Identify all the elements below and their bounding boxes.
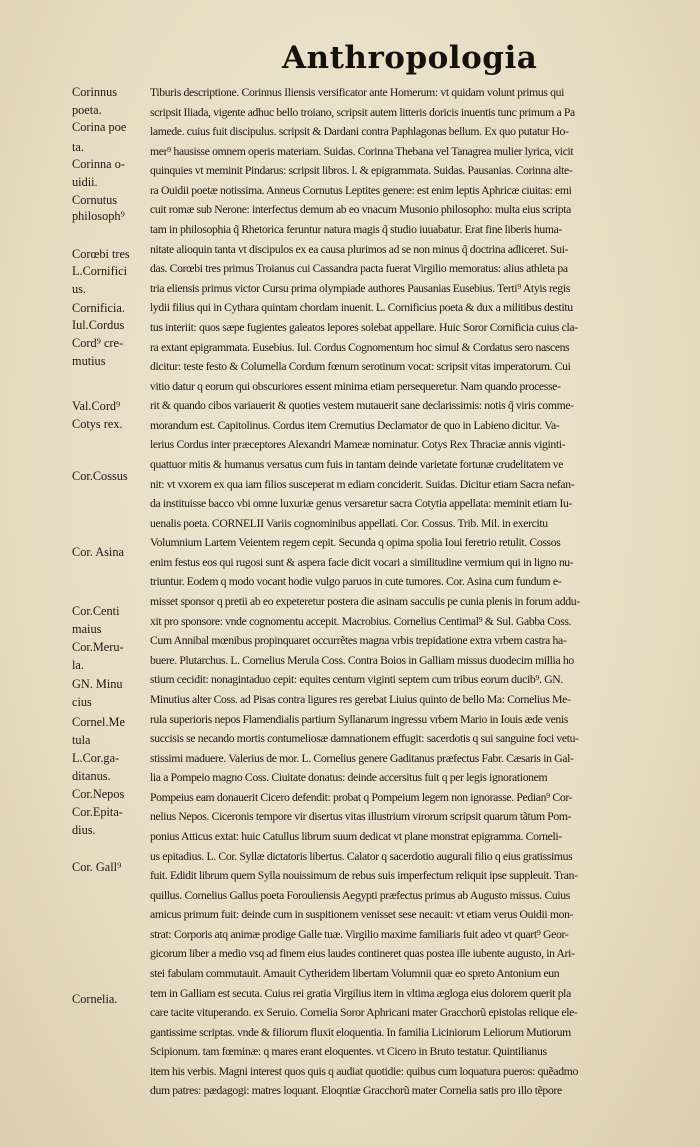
text-line: morandum est. Capitolinus. Cordus item Cremutius Declamator de quo in Labieno dicitur. Va- — [150, 418, 560, 432]
margin-note: maius — [72, 622, 102, 636]
margin-note: Val.Cord⁹ — [72, 399, 121, 413]
text-line: enim festus eos qui rugosi sunt & aspera facie dicit vocari a similitudine vermium qui in ligno nu- — [150, 555, 574, 569]
text-line: tam in philosophia q̃ Rhetorica feruntur natura magis q̃ studio iuuabatur. Erat fine liberis huma- — [150, 223, 563, 237]
text-line: succisis se necando mortis contumeliosæ damnationem effugit: sacerdotis q sui sanguine foci vetu- — [150, 732, 579, 746]
margin-note: ta. — [72, 140, 84, 154]
text-line: quinquies vt meminit Pindarus: scripsit libros. l. & epigrammata. Suidas. Pausanias. Corinna alte- — [150, 164, 573, 178]
margin-note: mutius — [72, 354, 106, 368]
text-line: ra Ouidii poetæ notissima. Anneus Cornutus Leptites genere: est enim leptis Aphricæ ciuitas: emi — [150, 183, 572, 197]
margin-note: Cor. Gall⁹ — [72, 860, 122, 874]
margin-note: philosoph⁹ — [72, 209, 125, 223]
margin-note: us. — [72, 282, 87, 296]
text-line: lerius Cordus inter præceptores Alexandri Mameæ nominatur. Cotys Rex Thraciæ annis viginti- — [150, 438, 566, 452]
margin-note: L.Cor.ga- — [72, 751, 120, 765]
text-line: dum patres: pædagogi: matres loquant. Eloqntiæ Gracchorũ mater Cornelia satis pro illo tẽpore — [150, 1084, 562, 1098]
text-line: Volumnium Lartem Veientem regem cepit. Secunda q opima spolia Ioui feretrio retulit. Cossos — [150, 536, 561, 550]
margin-note: dius. — [72, 823, 96, 837]
margin-note: Cornelia. — [72, 992, 118, 1006]
text-line: Cum Annibal mœnibus propinquaret occurrẽtes magna vrbis trepidatione extra vrbem castra ha- — [150, 634, 567, 648]
text-line: Tiburis descriptione. Corinnus Iliensis versificator ante Homerum: vt quidam volunt primus qui — [150, 86, 564, 99]
margin-note: ditanus. — [72, 769, 111, 783]
text-line: tria eliensis primus victor Cursu prima olympiade authores Pausanias Eusebius. Terti⁹ Atyis regis — [150, 281, 570, 295]
text-line: buere. Plutarchus. L. Cornelius Merula Coss. Contra Boios in Galliam missus duodecim millia ho — [150, 653, 574, 667]
margin-note: Cotys rex. — [72, 417, 123, 431]
margin-note: Corina poe — [72, 120, 127, 134]
text-line: fuit. Edidit librum quem Sylla nouissimum de rebus suis imperfectum reliquit ipse suppleuit. Tran- — [150, 869, 578, 883]
text-line: mer⁹ hausisse omnem operis materiam. Suidas. Corinna Thebana vel Tanagrea mulier lyrica, vicit — [150, 144, 574, 158]
text-line: care tacite vituperando. ex Seruio. Cornelia Soror Aphricani mater Gracchorũ epistolas relique ele- — [150, 1006, 578, 1020]
text-line: stium cecidit: nonagintaduo cepit: equites centum viginti septem cum tribus eorum ducib⁹. GN. — [150, 673, 563, 687]
text-line: xit pro sponsore: vnde cognomentu accepit. Macrobius. Cornelius Centimal⁹ & Sul. Gabba Coss. — [150, 614, 572, 628]
text-line: nelius Nepos. Ciceronis tempore vir disertus vitas illustrium virorum scripsit quarum tãtum Pom- — [150, 810, 572, 824]
margin-note: Cor. Asina — [72, 545, 124, 559]
margin-note: Cor.Epita- — [72, 805, 123, 819]
margin-note: Cor.Meru- — [72, 640, 124, 654]
margin-note: Corinnus — [72, 85, 118, 99]
text-line: amicus primum fuit: deinde cum in suspitionem venisset sese necauit: vt etiam verus Ouidii mon- — [150, 908, 574, 922]
text-line: scripsit Iliada, vigente adhuc bello troiano, scripsit autem litteris doricis inuentis tunc primum a Pa — [150, 105, 575, 119]
text-line: dicitur: teste festo & Columella Cordum fœnum serotinum vocat: scripsit vitas imperatorum. Cui — [150, 360, 571, 374]
text-line: triuntur. Eodem q modo vocant hodie vulgo paruos in cute tumores. Cor. Asina cum fundum e- — [150, 575, 562, 589]
margin-note: Cornel.Me — [72, 715, 125, 729]
text-line: rit & quando cibos variauerit & quoties vestem mutauerit sane declarissimis: notis q̃ viris comme- — [150, 399, 574, 413]
margin-note: Cor.Nepos — [72, 787, 125, 801]
text-line: gantissime scriptas. vnde & filiorum fluxit eloquentia. In familia Liciniorum Leliorum Mutiorum — [150, 1025, 571, 1039]
text-line: das. Corœbi tres primus Troianus cui Cassandra pacta fuerat Virgilio memoratus: alius athleta pa — [150, 262, 568, 276]
text-line: ra extant epigrammata. Eusebius. Iul. Cordus Cognomentum hoc simul & Cordatus sero nascens — [150, 340, 570, 354]
text-line: gicorum liber a medio vsq ad finem eius laudes contineret quas postea ille iubente augusto, in Ari- — [150, 947, 575, 961]
text-line: quillus. Cornelius Gallus poeta Forouliensis Aegypti præfectus primus ab Augusto missus. Cuius — [150, 888, 570, 902]
text-line: da instituisse bacco vbi omne luxuriæ genus versaretur sacra Cotytia appellata: meminit etiam Iu- — [150, 497, 573, 511]
text-line: lamede. cuius fuit discipulus. scripsit & Dardani contra Paphlagonas bellum. Ex quo putatur Ho- — [150, 125, 569, 139]
text-line: tem in Galliam est secuta. Cuius rei gratia Virgilius item in vltima ægloga eius dolorem querit pla — [150, 986, 571, 1000]
margin-note: L.Cornifici — [72, 264, 127, 278]
margin-note: uidii. — [72, 175, 98, 189]
text-line: lydii filius qui in Cythara quintam chordam inuenit. L. Cornificius poeta & dux a militibus destitu — [150, 301, 573, 315]
margin-note: Cord⁹ cre- — [72, 336, 124, 350]
text-line: misset sponsor q pretii ab eo expeteretur postera die asinam sacculis pe cunia plenis in forum addu- — [150, 595, 580, 609]
text-line: quattuor mitis & humanus versatus cum fuis in tantam deinde varietate fortunæ crudelitatem ve — [150, 457, 564, 471]
margin-note: Iul.Cordus — [72, 318, 125, 332]
text-line: lia a Pompeio magno Coss. Ciuitate donatus: deinde accersitus fuit q per legis ignorationem — [150, 771, 548, 785]
margin-note: Corœbi tres — [72, 247, 130, 261]
text-line: tus interiit: quos sæpe fugientes galeatos lepores solebat appellare. Huic Soror Cornificia cuius cla- — [150, 320, 578, 334]
running-title: Anthropologia — [282, 40, 538, 76]
text-line: Scipionum. tam fœminæ: q mares erant eloquentes. vt Cicero in Bruto testatur. Quintilianus — [150, 1045, 547, 1059]
body-text — [150, 83, 682, 1101]
text-line: cuit romæ sub Nerone: interfectus demum ab eo vnacum Musonio philosopho: multa eius scripta — [150, 203, 571, 217]
margin-note: la. — [72, 658, 84, 672]
margin-note: cius — [72, 695, 92, 709]
text-line: stissimi maduere. Valerius de mor. L. Cornelius genere Gaditanus præfectus Fabr. Cæsaris in Gal- — [150, 751, 574, 765]
margin-note: GN. Minu — [72, 677, 123, 691]
margin-note: tula — [72, 733, 91, 747]
text-line: strat: Corporis atq animæ prodige Galle tuæ. Virgilio maxime familiaris fuit adeo vt quart⁹ Geor- — [150, 927, 569, 941]
margin-note: Cor.Cossus — [72, 469, 128, 483]
margin-note: Cornificia. — [72, 301, 125, 315]
text-line: ponius Atticus extat: huic Catullus librum suum dedicat vt plane monstrat epigramma. Corneli- — [150, 829, 562, 843]
text-line: uenalis poeta. CORNELII Variis cognominibus appellati. Cor. Cossus. Trib. Mil. in exercitu — [150, 516, 548, 530]
margin-note: Corinna o- — [72, 157, 125, 171]
text-line: Pompeius eam donauerit Cicero defendit: probat q Pompeium legem non ignorasse. Pedian⁹ Cor- — [150, 790, 573, 804]
text-line: nitate alioquin tanta vt discipulos ex ea causa plurimos ad se non minus q̃ doctrina adliceret. Sui- — [150, 242, 569, 256]
text-line: stei fabulam commutauit. Amauit Cytheridem libertam Volumnii quæ eo spreto Antonium eun — [150, 967, 560, 981]
text-line: rula superioris nepos Flamendialis partium Syllanarum ingressu vrbem Mario in Iouis æde venis — [150, 712, 568, 726]
text-line: nit: vt vxorem ex qua iam filios susceperat m ediam conciderit. Suidas. Dicitur etiam Sacra nefan- — [150, 477, 575, 491]
text-line: Minutius alter Coss. ad Pisas contra ligures res gerebat Liuius quinto de bello Ma: Cornelius Me- — [150, 692, 571, 706]
text-line: item his verbis. Magni interest quos quis q audiat quotidie: quibus cum loquatura pueros: quẽadmo — [150, 1064, 578, 1078]
text-line: us epitadius. L. Cor. Syllæ dictatoris libertus. Calator q sacerdotio augurali filio q eius gratissimus — [150, 849, 573, 863]
margin-note: Cornutus — [72, 193, 118, 207]
margin-note: poeta. — [72, 103, 102, 117]
margin-note: Cor.Centi — [72, 604, 120, 618]
text-line: vitio datur q eorum qui obscuriores essent minima etiam persequeretur. Nam quando processe- — [150, 379, 561, 393]
